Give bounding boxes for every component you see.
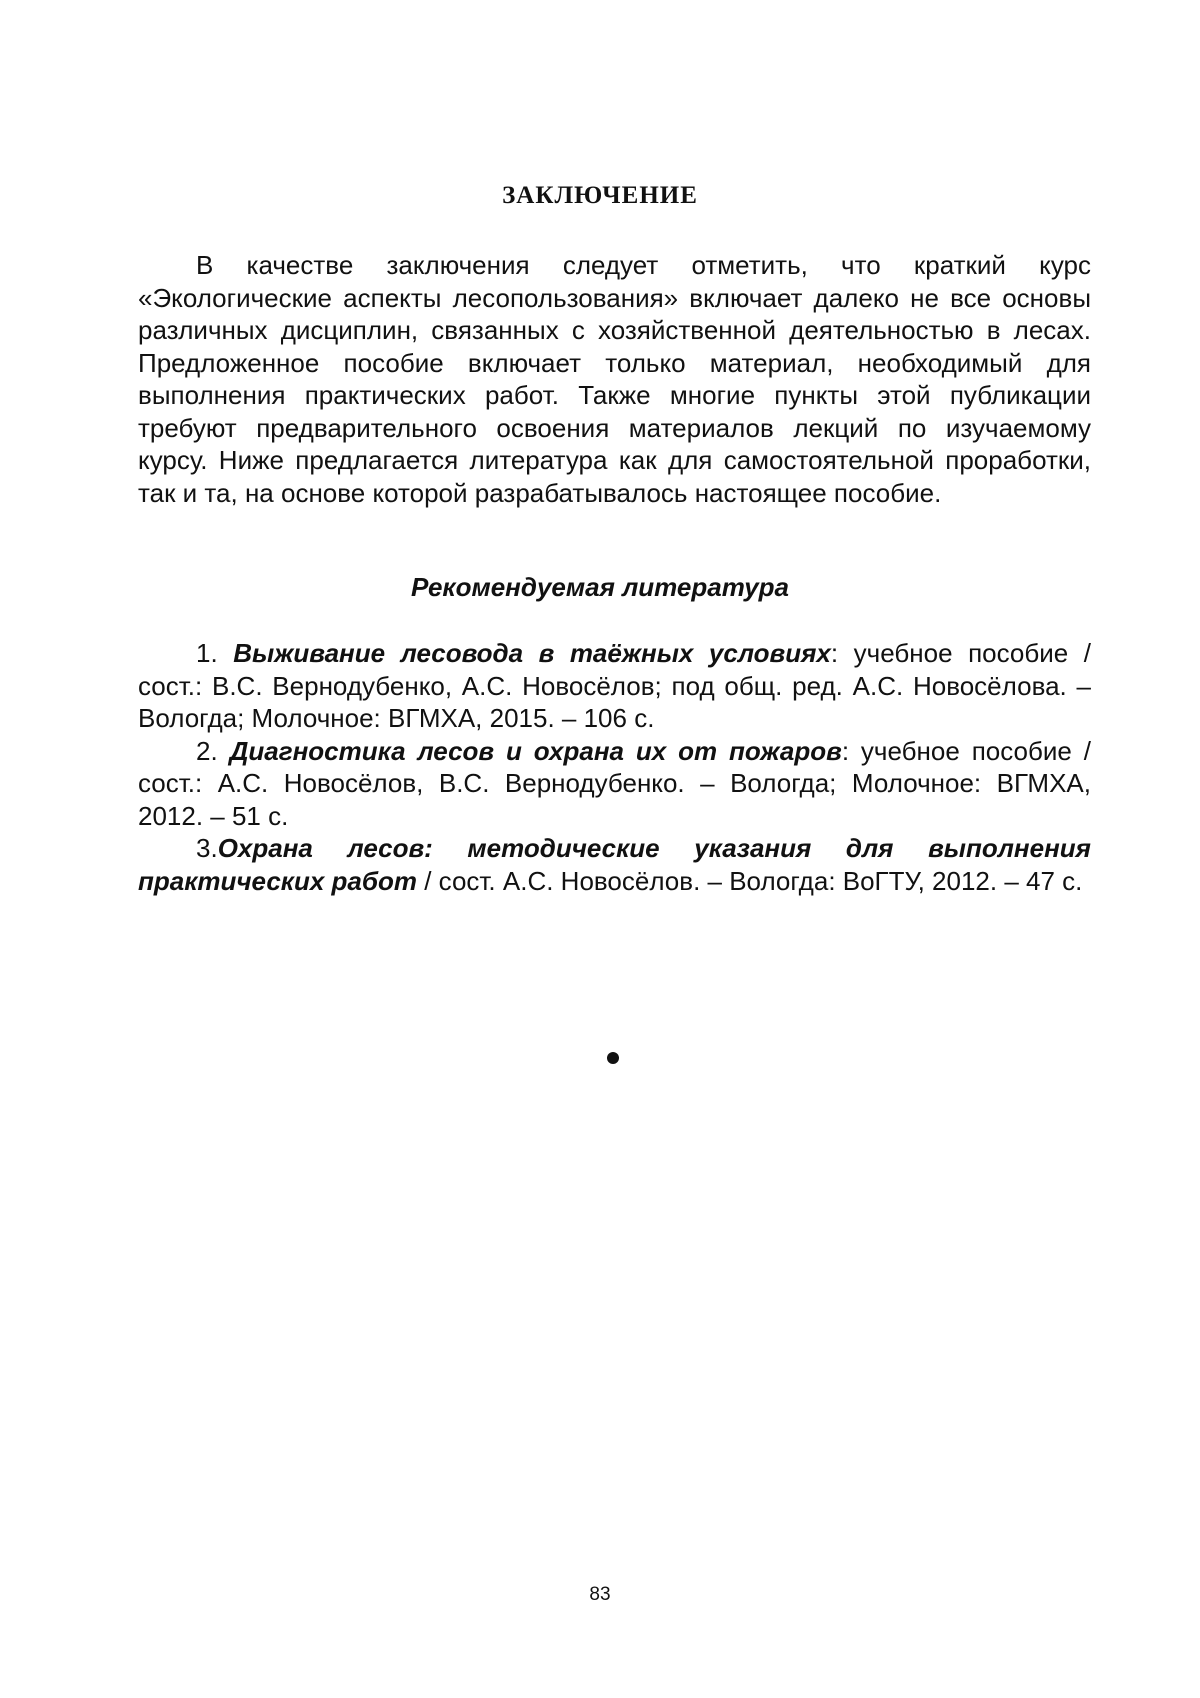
reference-number: 1. (196, 638, 234, 668)
reference-list (138, 637, 1091, 897)
literature-heading: Рекомендуемая литература (410, 572, 790, 602)
page-title: ЗАКЛЮЧЕНИЕ (502, 182, 698, 209)
reference-title: Охрана лесов: методические указания для выполнения практических работ (138, 833, 1091, 896)
intro-section (138, 249, 1091, 509)
reference-number: 3. (196, 833, 218, 863)
reference-details: / сост. А.С. Новосёлов. – Вологда: ВоГТУ, 2012. – 47 с. (416, 865, 1083, 896)
reference-item (138, 832, 1091, 897)
page-number: 83 (589, 1584, 611, 1605)
reference-item (138, 735, 1091, 833)
reference-item (138, 637, 1091, 735)
reference-details: : учебное пособие / сост.: В.С. Вернодубенко, А.С. Новосёлов; под общ. ред. А.С. Новосёлова. – Вологда; Молочное: ВГМХА, 2015. – 106 с. (138, 638, 1091, 733)
bullet-dot (607, 1052, 619, 1064)
intro-paragraph: В качестве заключения следует отметить, что краткий курс «Экологические аспекты лесопользования» включает далеко не все основы различных дисциплин, связанных с хозяйственной деятельностью в лесах. Предложенное пособие включает только материал, необходимый для выполнения практических работ. Также многие пункты этой публикации требуют предварительного освоения материалов лекций по изучаемому курсу. Ниже предлагается литература как для самостоятельной проработки, так и та, на основе которой разрабатывалось настоящее пособие. (138, 250, 1091, 508)
reference-number: 2. (196, 735, 230, 766)
reference-details: : учебное пособие / сост.: А.С. Новосёлов, В.С. Вернодубенко. – Вологда; Молочное: ВГМХА, 2012. – 51 с. (138, 735, 1091, 831)
reference-title: Диагностика лесов и охрана их от пожаров (229, 735, 842, 766)
reference-title: Выживание лесовода в таёжных условиях (233, 638, 831, 668)
